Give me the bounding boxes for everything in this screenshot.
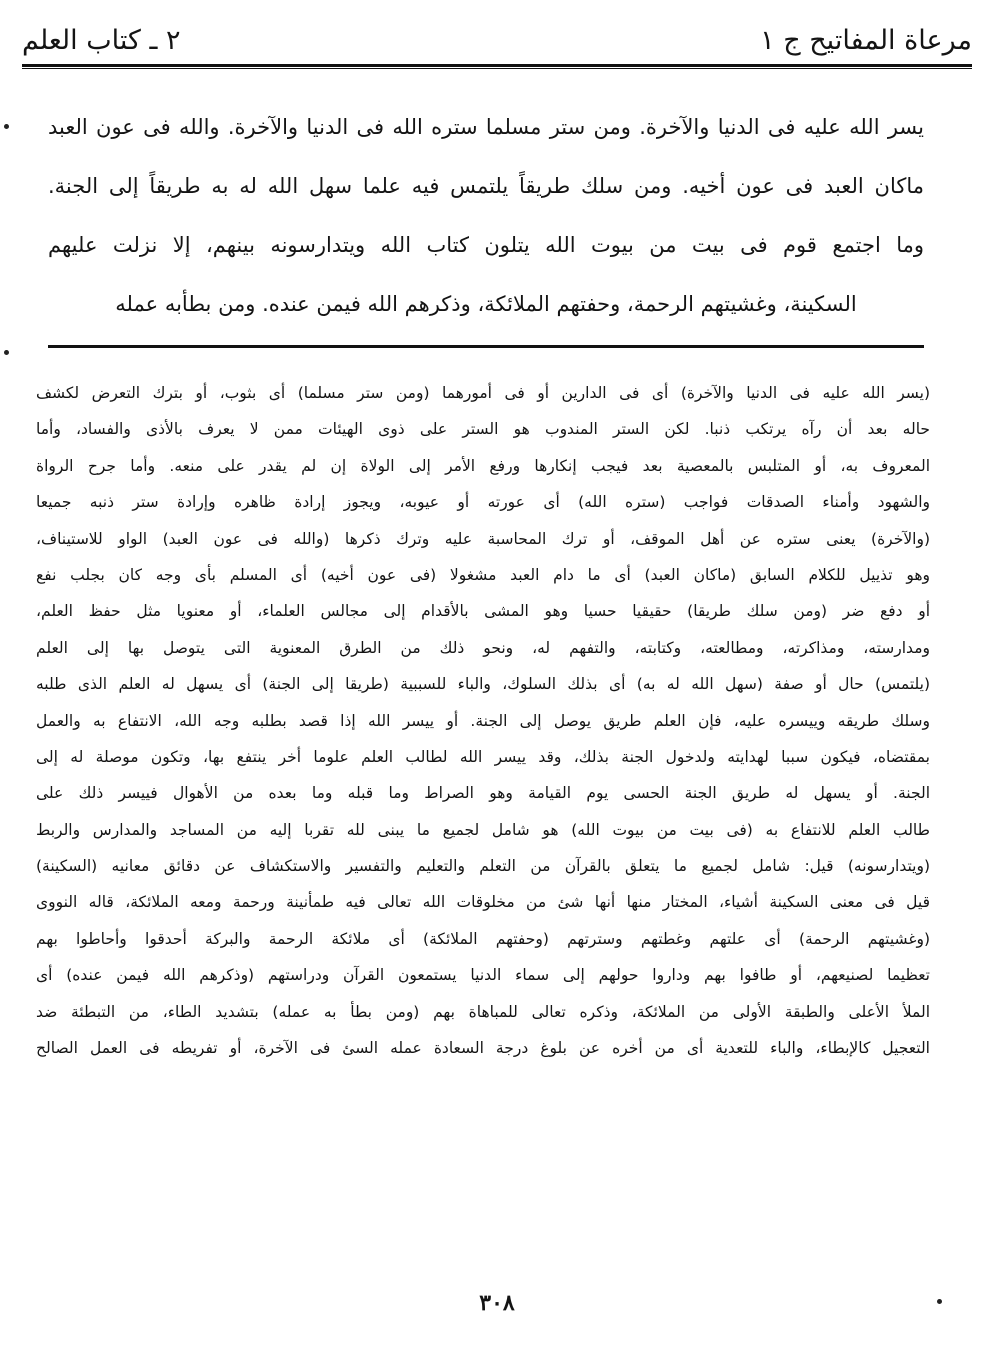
commentary-line: التعجيل كالإبطاء، والباء للتعدية أى من أخره عن بلوغ درجة السعادة عمله السئ فى الآخرة، أو تفريطه فى العمل الصالح: [36, 1039, 930, 1058]
commentary-line: (يسر الله عليه فى الدنيا والآخرة) أى فى الدارين أو فى أمورهما (ومن ستر مسلما) أى بثوب، أو بترك التعرض لكشف: [36, 384, 930, 402]
commentary-line: أو دفع ضر (ومن سلك طريقا) حقيقيا حسيا وهو المشى بالأقدام إلى مجالس العلماء، أو معنويا مثل حفظ العلم،: [36, 602, 930, 621]
page-header: [22, 18, 972, 62]
commentary-line: بمقتضاه، فيكون سببا لهدايته ولدخول الجنة بذلك، وقد ييسر الله لطالب العلم علوما أخر ينتفع بها، وتكون موصلة له إلى: [36, 747, 930, 766]
commentary-line: الملأ الأعلى والطبقة الأولى من الملائكة، وذكره تعالى للمباهاة بهم (ومن بطأ به عمله) بتشديد الطاء، من التبطئة ضد: [36, 1002, 930, 1021]
hadith-line: ماكان العبد فى عون أخيه. ومن سلك طريقاً يلتمس فيه علما سهل الله له به طريقاً إلى الجنة.: [48, 174, 924, 198]
chapter-title: ٢ ـ كتاب العلم: [22, 24, 181, 56]
book-title: مرعاة المفاتيح ج ١: [760, 24, 972, 56]
margin-dot: [4, 350, 9, 355]
commentary-line: المعروف به، أو المتلبس بالمعصية بعد فيجب إنكارها ورفع الأمر إلى الولاة إن لم يقدر على منعه. وأما جرح الرواة: [36, 456, 930, 475]
commentary-line: والشهود وأمناء الصدقات فواجب (ستره الله) أى عورته أو عيوبه، ويجوز إرادة ظاهره وإرادة ستر ذنبه جميعا: [36, 493, 930, 512]
commentary-line: الجنة. أو يسهل له طريق الجنة الحسى يوم القيامة وهو الصراط وما قبله وما بعده من الأهوال فييسر ذلك على: [36, 784, 930, 803]
commentary-line: وسلك طريقه وييسره عليه، فإن العلم طريق يوصل إلى الجنة. أو ييسر الله إذا قصد بطلبه وجه الله، الانتفاع به والعمل: [36, 711, 930, 730]
hadith-line: السكينة، وغشيتهم الرحمة، وحفتهم الملائكة، وذكرهم الله فيمن عنده. ومن بطأبه عمله: [115, 292, 857, 316]
commentary-line: حاله بعد أن رآه يرتكب ذنبا. لكن الستر المندوب هو الستر على ذوى الهيئات ممن لا يعرف بالأذى والفساد، وأما: [36, 420, 930, 439]
commentary-line: (والآخرة) يعنى ستره عن أهل الموقف، أو ترك المحاسبة عليه وترك ذكرها (والله فى عون العبد) الواو للاستيناف،: [36, 529, 930, 548]
commentary-line: (يلتمس) حال أو صفة (سهل الله له به) أى بذلك السلوك، والباء للسببية (طريقا إلى الجنة) أى يسهل له العلم الذى طلبه: [36, 675, 930, 694]
commentary-line: تعظيما لصنيعهم، أو طافوا بهم وداروا حولهم إلى سماء الدنيا يستمعون القرآن ودراستهم (وذكرهم الله فيمن عنده) أى: [36, 966, 930, 985]
page-number: ٣٠٨: [479, 1290, 515, 1316]
margin-dot: [937, 1299, 942, 1304]
hadith-text: [48, 98, 924, 334]
commentary-line: طالب العلم للانتفاع به (فى بيت من بيوت الله) هو شامل لجميع ما يبنى لله تقربا إليه من المساجد والمدارس والربط: [36, 820, 930, 839]
commentary-line: قيل فى معنى السكينة أشياء، المختار منها أنها شئ من مخلوقات الله تعالى فيه طمأنينة ورحمة ومعه الملائكة، قاله النووى: [36, 893, 930, 912]
hadith-line: وما اجتمع قوم فى بيت من بيوت الله يتلون كتاب الله ويتدارسونه بينهم، إلا نزلت عليهم: [48, 233, 924, 257]
margin-dot: [4, 124, 9, 129]
header-rule-thick: [22, 64, 972, 67]
hadith-line: يسر الله عليه فى الدنيا والآخرة. ومن ستر مسلما ستره الله فى الدنيا والآخرة. والله فى عون العبد: [48, 115, 924, 139]
commentary-line: (ويتدارسونه) قيل: شامل لجميع ما يتعلق بالقرآن من التعلم والتعليم والتفسير والاستكشاف عن دقائق معانيه (السكينة): [36, 857, 930, 876]
header-rule-thin: [22, 68, 972, 69]
commentary-line: ومدارسته، ومذاكرته، ومطالعته، وكتابته، والتفهم له، ونحو ذلك من الطرق المعنوية التى يتوصل بها إلى العلم: [36, 638, 930, 657]
commentary-text: [36, 375, 930, 1066]
commentary-line: وهو تذييل للكلام السابق (ماكان العبد) أى ما دام العبد مشغولا (فى عون أخيه) أى المسلم بأى وجه كان بجلب نفع: [36, 565, 930, 584]
commentary-line: (وغشيتهم الرحمة) أى علتهم وغطتهم وسترتهم (وحفتهم الملائكة) أى ملائكة الرحمة والبركة أحدقوا وأحاطوا بهم: [36, 929, 930, 948]
section-divider: [48, 345, 924, 348]
